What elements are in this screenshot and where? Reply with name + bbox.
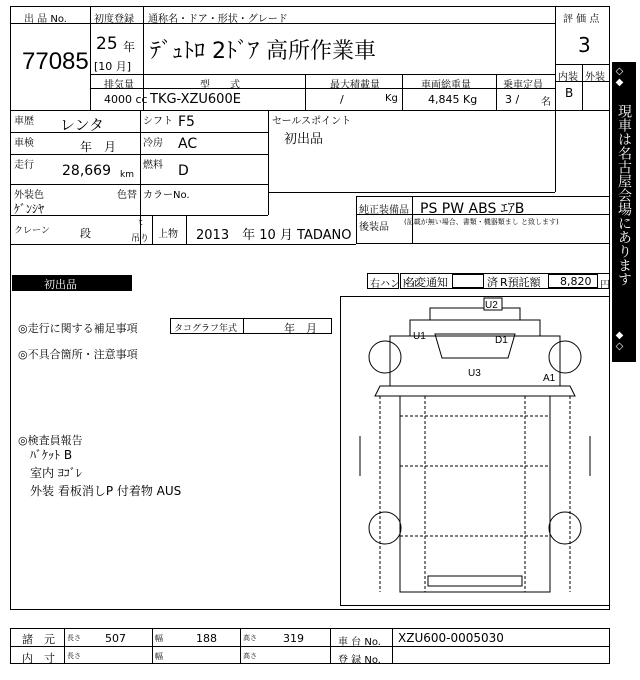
divider xyxy=(555,110,556,192)
capacity-label: 乗車定員 xyxy=(503,80,543,91)
inner-width-label: 幅 xyxy=(155,652,163,661)
divider xyxy=(90,6,91,110)
mileage: 28,669 xyxy=(62,163,111,179)
body-maker: 2013 年 10 月 TADANO xyxy=(196,228,352,243)
tacho-value: 年 月 xyxy=(284,322,317,335)
divider xyxy=(10,244,356,245)
divider xyxy=(90,74,555,75)
supplement-header: ◎走行に関する補足事項 xyxy=(18,322,138,335)
capacity-unit: 名 xyxy=(541,97,551,108)
reg-year-unit: 年 xyxy=(123,40,136,54)
banner-top-diamonds: ◇◆ xyxy=(614,66,625,88)
divider xyxy=(496,74,497,110)
inspector-line-2: 室内 ﾖｺﾞﾚ xyxy=(30,466,82,480)
divider xyxy=(10,154,268,155)
color-code-label: カラーNo. xyxy=(143,190,190,201)
divider xyxy=(90,88,555,89)
fuel: D xyxy=(178,163,189,179)
interior-grade: B xyxy=(565,86,574,100)
recycle-label: R預託額 xyxy=(500,276,541,289)
model-description: ﾃﾞｭﾄﾛ 2ﾄﾞｱ 高所作業車 xyxy=(150,39,376,64)
chassis-label: 車 台 No. xyxy=(338,637,381,648)
inspection: 年 月 xyxy=(80,140,117,154)
recycle-done: 済 xyxy=(487,276,498,289)
tacho-label: タコグラフ年式 xyxy=(174,324,238,334)
damage-mark-a1: A1 xyxy=(543,373,556,384)
ext-color-label: 外装色 xyxy=(14,190,44,201)
recycle-value: 8,820 xyxy=(560,275,592,288)
divider xyxy=(268,192,555,193)
inner-length-label: 長さ xyxy=(67,652,81,660)
inspector-header: ◎検査員報告 xyxy=(18,434,83,447)
divider xyxy=(330,628,331,664)
chassis-number: XZU600-0005030 xyxy=(398,631,504,645)
inspector-line-1: ﾊﾞｹｯﾄ B xyxy=(30,448,73,462)
divider xyxy=(143,6,144,74)
max-load-unit: Kg xyxy=(385,93,398,104)
inner-height-label: 高さ xyxy=(243,652,257,660)
divider xyxy=(10,110,610,111)
mileage-unit: km xyxy=(120,170,134,180)
divider xyxy=(243,318,244,334)
sales-point: 初出品 xyxy=(284,132,324,147)
inspection-label: 車検 xyxy=(14,138,34,149)
name-change-box xyxy=(452,274,484,288)
displacement-label: 排気量 xyxy=(104,80,134,91)
mileage-label: 走行 xyxy=(14,160,34,171)
first-listing-text: 初出品 xyxy=(44,278,77,291)
banner-bottom-diamonds: ◆◇ xyxy=(614,330,625,352)
divider xyxy=(10,215,268,216)
grade-label: 評 価 点 xyxy=(563,14,600,25)
banner-text: 現車は名古屋会場にあります xyxy=(616,104,632,286)
first-listing-banner xyxy=(12,275,132,291)
history-label: 車歴 xyxy=(14,116,34,127)
length-label: 長さ xyxy=(67,634,81,642)
capacity: 3 / xyxy=(505,93,520,106)
length: 507 xyxy=(105,632,126,645)
divider xyxy=(555,6,556,110)
divider xyxy=(10,184,268,185)
truck-diagram xyxy=(340,296,610,606)
location-banner xyxy=(612,62,636,362)
name-change-label: 名変通知 xyxy=(404,276,448,289)
max-load-value: / xyxy=(340,93,344,106)
divider xyxy=(555,110,610,111)
divider xyxy=(64,628,65,664)
crane-hanging: 吊り xyxy=(131,234,150,244)
model-desc-label: 通称名・ドア・形状・グレード xyxy=(148,14,288,25)
shift-label: シフト xyxy=(143,116,173,127)
reg-year: 25 xyxy=(96,34,118,54)
exterior-label: 外装 xyxy=(585,72,605,83)
ext-color: ｹﾞﾝｼﾔ xyxy=(14,202,45,216)
std-equipment: PS PW ABS ｴｱB xyxy=(420,201,525,217)
history: レンタ xyxy=(60,116,105,134)
dims-label: 諸 元 xyxy=(22,633,55,646)
damage-mark-d1: D1 xyxy=(495,335,508,346)
divider xyxy=(555,81,610,82)
lot-number: 77085 xyxy=(22,48,89,75)
model-code-label: 型 式 xyxy=(200,80,240,91)
defects-header: ◎不具合箇所・注意事項 xyxy=(18,348,138,361)
gross-weight: 4,845 Kg xyxy=(428,93,478,106)
sales-point-label: セールスポイント xyxy=(272,116,352,127)
height: 319 xyxy=(283,632,304,645)
recycle-unit: 円 xyxy=(600,280,610,291)
divider xyxy=(240,628,241,664)
crane-stages: 段 xyxy=(80,227,91,240)
body-label: 上物 xyxy=(158,229,178,240)
ac-label: 冷房 xyxy=(143,138,163,149)
lot-no-label: 出 品 No. xyxy=(24,14,67,25)
inspector-line-3: 外装 看板消しP 付着物 AUS xyxy=(30,484,182,498)
damage-mark-u1: U1 xyxy=(413,331,426,342)
height-label: 高さ xyxy=(243,634,257,642)
divider xyxy=(268,192,269,215)
overall-grade: 3 xyxy=(578,33,591,57)
color-change-label: 色替 xyxy=(117,190,137,201)
divider xyxy=(10,23,90,24)
first-reg-label: 初度登録 xyxy=(94,14,134,25)
inner-dims-label: 内 寸 xyxy=(22,652,55,665)
divider xyxy=(582,64,583,110)
aftermarket-note: (記載が無い場合、書類・機器類まし と致します) xyxy=(404,218,559,226)
divider xyxy=(152,628,153,664)
divider xyxy=(305,74,306,110)
registration-label: 登 録 No. xyxy=(338,655,381,666)
divider xyxy=(186,215,187,244)
ac: AC xyxy=(178,136,198,152)
drive-side: 右ハンドル xyxy=(370,279,420,290)
divider xyxy=(268,110,269,192)
model-code: TKG-XZU600E xyxy=(150,92,241,107)
damage-mark-u2: U2 xyxy=(485,300,498,311)
crane-ton: t xyxy=(139,218,143,228)
width-label: 幅 xyxy=(155,634,163,643)
divider xyxy=(402,74,403,110)
std-equip-label: 純正装備品 xyxy=(359,205,409,216)
interior-label: 内装 xyxy=(558,72,578,83)
divider xyxy=(152,215,153,244)
divider xyxy=(10,132,268,133)
divider xyxy=(392,628,393,664)
damage-mark-u3: U3 xyxy=(468,368,481,379)
crane-label: クレーン xyxy=(14,226,50,236)
aftermarket-label: 後装品 xyxy=(359,222,389,233)
divider xyxy=(356,214,610,215)
reg-month: [10 月] xyxy=(94,60,132,73)
shift: F5 xyxy=(178,114,195,130)
displacement: 4000 cc xyxy=(104,93,148,106)
divider xyxy=(10,646,610,647)
fuel-label: 燃料 xyxy=(143,160,163,171)
gross-weight-label: 車両総重量 xyxy=(421,80,471,91)
max-load-label: 最大積載量 xyxy=(330,80,380,91)
width: 188 xyxy=(196,632,217,645)
